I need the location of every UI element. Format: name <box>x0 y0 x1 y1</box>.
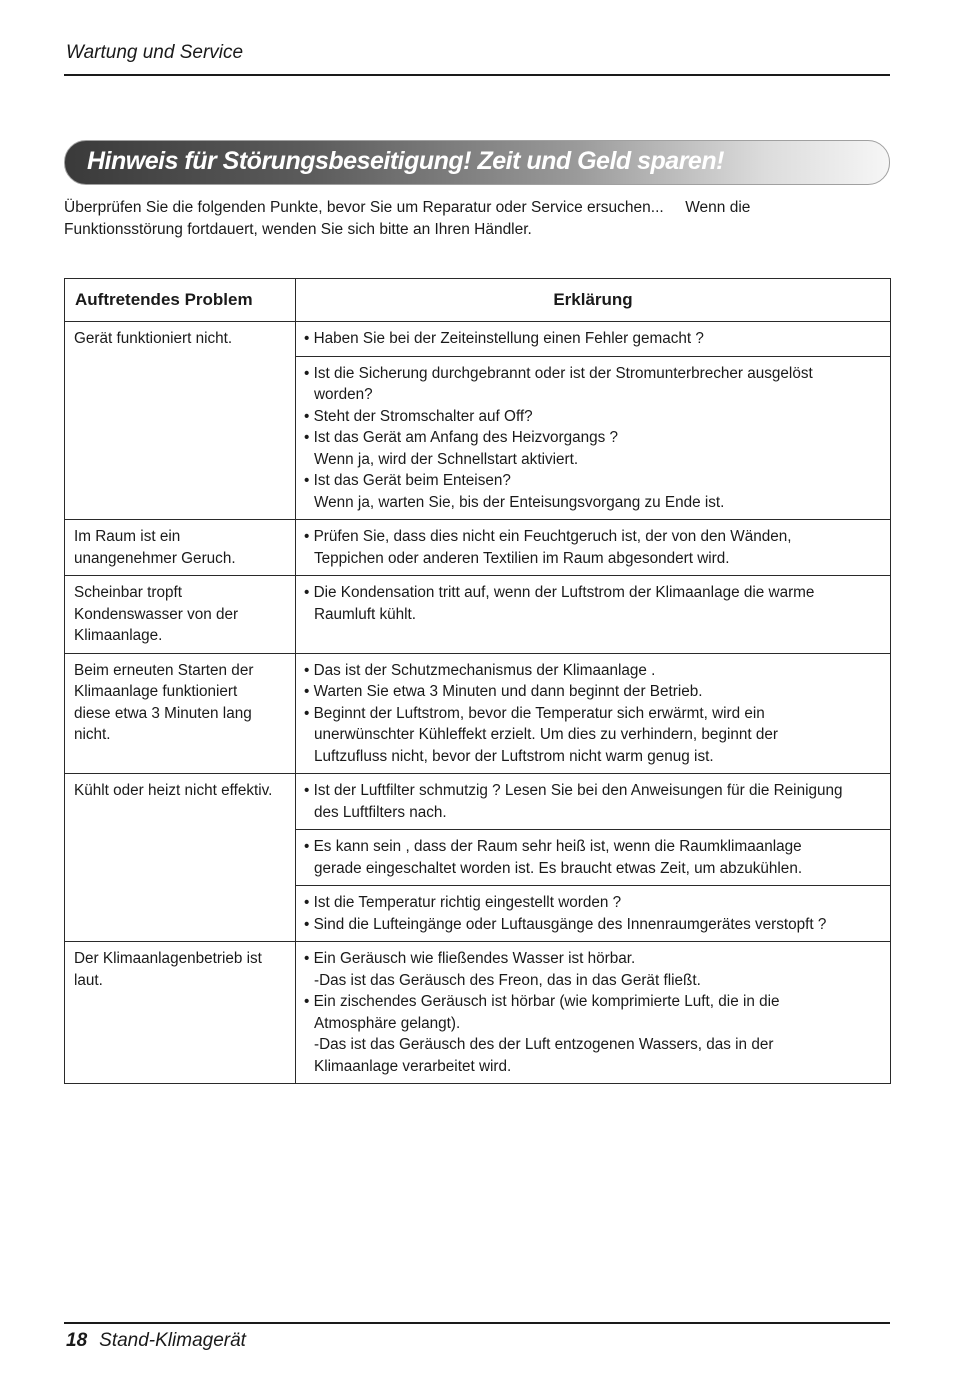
explanation-continuation: Atmosphäre gelangt). <box>314 1014 461 1032</box>
explanation-continuation: unerwünschter Kühleffekt erzielt. Um dies zu verhindern, beginnt der <box>314 726 778 743</box>
table-body <box>65 322 891 1084</box>
intro-line: Überprüfen Sie die folgenden Punkte, bevor Sie um Reparatur oder Service ersuchen... Wenn die <box>64 199 751 216</box>
explanation-continuation: Raumluft kühlt. <box>314 605 417 623</box>
explanation-continuation: -Das ist das Geräusch des Freon, das in das Gerät fließt. <box>314 971 701 989</box>
explanation-bullet: • Ein Geräusch wie fließendes Wasser ist hörbar. <box>304 950 636 967</box>
explanation-continuation: worden? <box>314 386 373 403</box>
explanation-cell <box>296 322 891 357</box>
table-row <box>65 774 891 830</box>
explanation-bullet: • Warten Sie etwa 3 Minuten und dann beginnt der Betrieb. <box>304 683 703 700</box>
explanation-continuation: gerade eingeschaltet worden ist. Es braucht etwas Zeit, um abzukühlen. <box>314 859 803 877</box>
explanation-continuation: Luftzufluss nicht, bevor der Luftstrom nicht warm genug ist. <box>314 747 714 765</box>
intro-paragraph <box>64 197 824 241</box>
problem-text: Der Klimaanlagenbetrieb ist <box>74 950 262 967</box>
problem-text: Kühlt oder heizt nicht effektiv. <box>74 782 273 799</box>
problem-text: unangenehmer Geruch. <box>74 549 236 567</box>
problem-cell <box>65 653 296 774</box>
table-row <box>65 322 891 357</box>
explanation-cell <box>296 576 891 654</box>
title-banner <box>64 140 890 185</box>
explanation-cell <box>296 356 891 520</box>
explanation-bullet: • Die Kondensation tritt auf, wenn der Luftstrom der Klimaanlage die warme <box>304 584 815 601</box>
explanation-bullet: • Ist die Temperatur richtig eingestellt worden ? <box>304 894 622 911</box>
problem-cell <box>65 322 296 520</box>
problem-text: diese etwa 3 Minuten lang <box>74 704 252 722</box>
problem-text: Im Raum ist ein <box>74 528 181 545</box>
explanation-cell <box>296 830 891 886</box>
header-problem: Auftretendes Problem <box>65 279 296 322</box>
table-row <box>65 653 891 774</box>
explanation-bullet: • Es kann sein , dass der Raum sehr heiß ist, wenn die Raumklimaanlage <box>304 838 802 855</box>
problem-text: Scheinbar tropft <box>74 584 182 601</box>
table-row <box>65 942 891 1084</box>
explanation-bullet: • Sind die Lufteingänge oder Luftausgänge des Innenraumgerätes verstopft ? <box>304 915 827 933</box>
problem-cell <box>65 576 296 654</box>
explanation-continuation: Teppichen oder anderen Textilien im Raum abgesondert wird. <box>314 549 730 567</box>
table-row <box>65 576 891 654</box>
table-row <box>65 520 891 576</box>
explanation-bullet: • Ein zischendes Geräusch ist hörbar (wie komprimierte Luft, die in die <box>304 993 780 1010</box>
problem-text: Gerät funktioniert nicht. <box>74 330 233 347</box>
banner-title: Hinweis für Störungsbeseitigung! Zeit und Geld sparen! <box>87 147 724 175</box>
explanation-cell <box>296 774 891 830</box>
header-explanation: Erklärung <box>296 279 891 322</box>
document-title: Stand-Klimagerät <box>99 1330 246 1351</box>
explanation-bullet: • Ist der Luftfilter schmutzig ? Lesen Sie bei den Anweisungen für die Reinigung <box>304 782 843 799</box>
problem-text: Beim erneuten Starten der <box>74 661 254 679</box>
footer-rule <box>64 1322 890 1324</box>
table-header-row <box>65 279 891 322</box>
explanation-continuation: Wenn ja, wird der Schnellstart aktiviert. <box>314 450 579 468</box>
problem-text: Klimaanlage funktioniert <box>74 683 238 700</box>
explanation-continuation: des Luftfilters nach. <box>314 803 447 821</box>
explanation-cell <box>296 520 891 576</box>
explanation-cell <box>296 942 891 1084</box>
header-rule <box>64 74 890 76</box>
explanation-continuation: Wenn ja, warten Sie, bis der Enteisungsvorgang zu Ende ist. <box>314 493 725 511</box>
explanation-bullet: • Steht der Stromschalter auf Off? <box>304 407 533 425</box>
explanation-bullet: • Das ist der Schutzmechanismus der Klimaanlage . <box>304 661 656 679</box>
explanation-cell <box>296 653 891 774</box>
problem-cell <box>65 942 296 1084</box>
explanation-bullet: • Ist das Gerät am Anfang des Heizvorgangs ? <box>304 429 619 446</box>
explanation-continuation: -Das ist das Geräusch des der Luft entzogenen Wassers, das in der <box>314 1036 774 1053</box>
troubleshooting-table <box>64 278 891 1084</box>
section-header: Wartung und Service <box>66 42 244 63</box>
explanation-cell <box>296 886 891 942</box>
page-number: 18 <box>66 1330 88 1351</box>
explanation-continuation: Klimaanlage verarbeitet wird. <box>314 1057 512 1075</box>
explanation-bullet: • Prüfen Sie, dass dies nicht ein Feuchtgeruch ist, der von den Wänden, <box>304 528 792 545</box>
problem-cell <box>65 774 296 942</box>
explanation-bullet: • Ist die Sicherung durchgebrannt oder ist der Stromunterbrecher ausgelöst <box>304 364 813 382</box>
problem-text: Kondenswasser von der <box>74 605 239 623</box>
page-footer <box>66 1330 246 1352</box>
problem-cell <box>65 520 296 576</box>
intro-line: Funktionsstörung fortdauert, wenden Sie sich bitte an Ihren Händler. <box>64 221 532 238</box>
explanation-bullet: • Haben Sie bei der Zeiteinstellung einen Fehler gemacht ? <box>304 330 704 347</box>
explanation-bullet: • Beginnt der Luftstrom, bevor die Temperatur sich erwärmt, wird ein <box>304 704 765 722</box>
problem-text: nicht. <box>74 726 111 743</box>
problem-text: Klimaanlage. <box>74 627 163 644</box>
explanation-bullet: • Ist das Gerät beim Enteisen? <box>304 472 511 489</box>
problem-text: laut. <box>74 971 103 989</box>
